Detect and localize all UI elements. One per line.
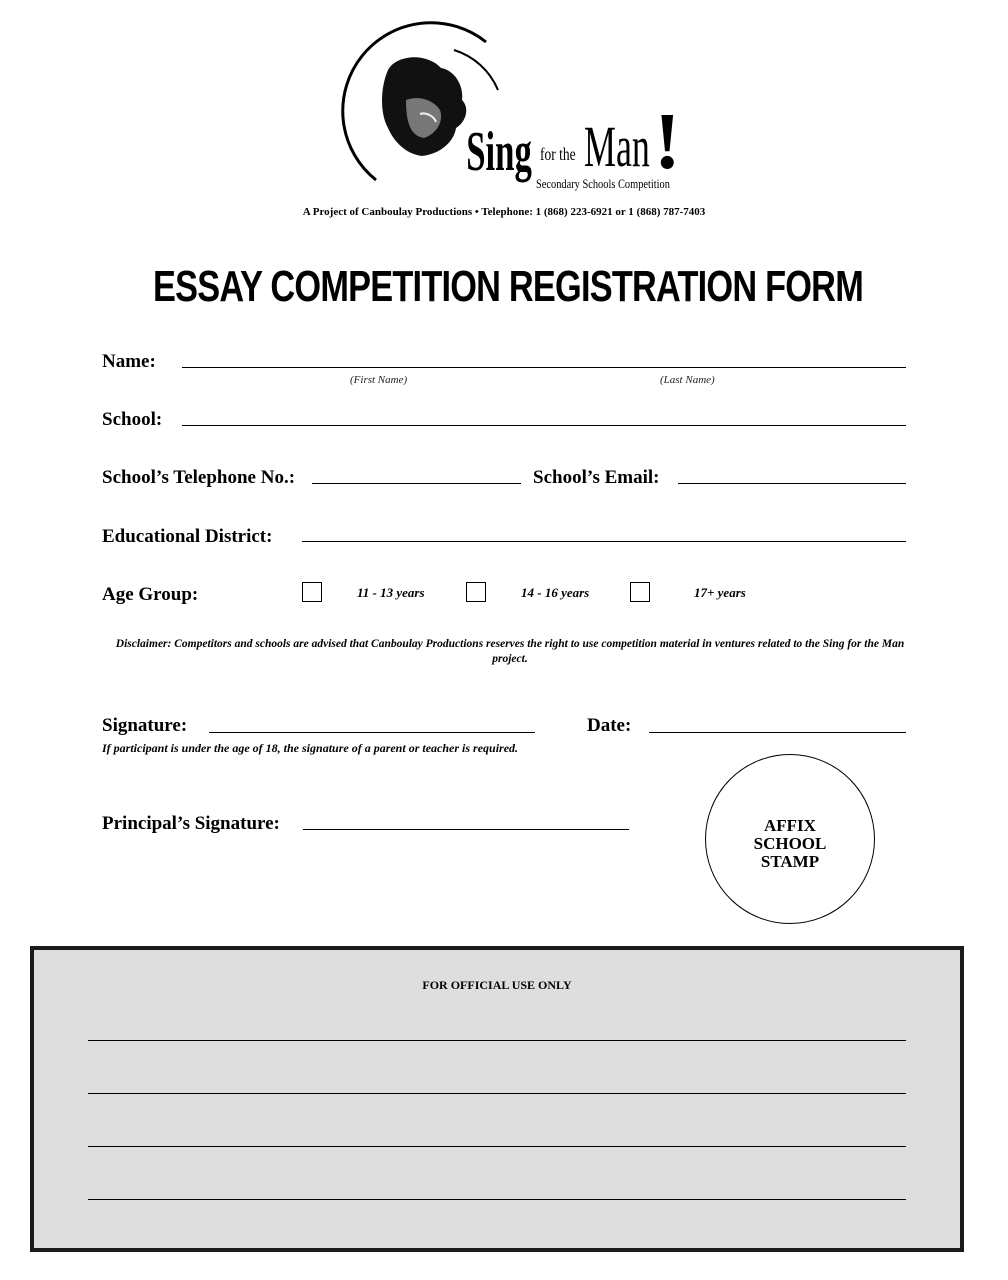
- official-line-1[interactable]: [88, 1040, 906, 1041]
- district-label: Educational District:: [102, 526, 273, 547]
- logo-subtitle-text: Secondary Schools Competition: [536, 176, 670, 192]
- school-field[interactable]: [182, 425, 906, 426]
- official-line-3[interactable]: [88, 1146, 906, 1147]
- stamp-line-3: STAMP: [760, 852, 820, 871]
- school-email-field[interactable]: [678, 483, 906, 484]
- principal-signature-label: Principal’s Signature:: [102, 813, 280, 834]
- school-stamp-circle: [705, 754, 875, 924]
- school-phone-field[interactable]: [312, 483, 521, 484]
- competition-logo: [336, 30, 681, 200]
- logo-sing-text: Sing: [466, 120, 532, 184]
- guardian-signature-note: If participant is under the age of 18, the signature of a parent or teacher is required.: [102, 741, 519, 755]
- official-line-2[interactable]: [88, 1093, 906, 1094]
- age-14-16-label: 14 - 16 years: [521, 585, 590, 600]
- disclaimer-text: Disclaimer: Competitors and schools are advised that Canboulay Productions reserves the right to use competition material in ventures related to the Sing for the Man project.: [115, 638, 905, 665]
- school-label: School:: [102, 409, 163, 430]
- age-group-label: Age Group:: [102, 584, 199, 605]
- logo-for-the-text: for the: [540, 145, 576, 165]
- form-title: ESSAY COMPETITION REGISTRATION FORM: [152, 262, 864, 311]
- date-label: Date:: [587, 715, 632, 736]
- stamp-line-1: AFFIX: [764, 816, 816, 835]
- name-label: Name:: [102, 351, 156, 372]
- official-line-4[interactable]: [88, 1199, 906, 1200]
- principal-signature-field[interactable]: [303, 829, 629, 830]
- official-use-title: FOR OFFICIAL USE ONLY: [422, 978, 572, 992]
- age-11-13-label: 11 - 13 years: [357, 585, 425, 600]
- date-field[interactable]: [649, 732, 906, 733]
- official-use-box: [30, 946, 964, 1252]
- stamp-line-2: SCHOOL: [753, 834, 827, 853]
- name-field[interactable]: [182, 367, 906, 368]
- school-email-label: School’s Email:: [533, 467, 660, 488]
- logo-man-text: Man: [584, 115, 650, 180]
- age-17-plus-label: 17+ years: [694, 585, 746, 600]
- logo-exclaim-text: !: [654, 98, 681, 186]
- age-11-13-checkbox[interactable]: [302, 582, 322, 602]
- age-14-16-checkbox[interactable]: [466, 582, 486, 602]
- school-phone-label: School’s Telephone No.:: [102, 467, 296, 488]
- signature-label: Signature:: [102, 715, 188, 736]
- signature-field[interactable]: [209, 732, 535, 733]
- age-17-plus-checkbox[interactable]: [630, 582, 650, 602]
- first-name-hint: (First Name): [350, 374, 408, 386]
- district-field[interactable]: [302, 541, 906, 542]
- logo-graphic: [336, 30, 681, 200]
- project-contact-line: A Project of Canboulay Productions • Telephone: 1 (868) 223-6921 or 1 (868) 787-7403: [302, 206, 706, 218]
- last-name-hint: (Last Name): [660, 374, 715, 386]
